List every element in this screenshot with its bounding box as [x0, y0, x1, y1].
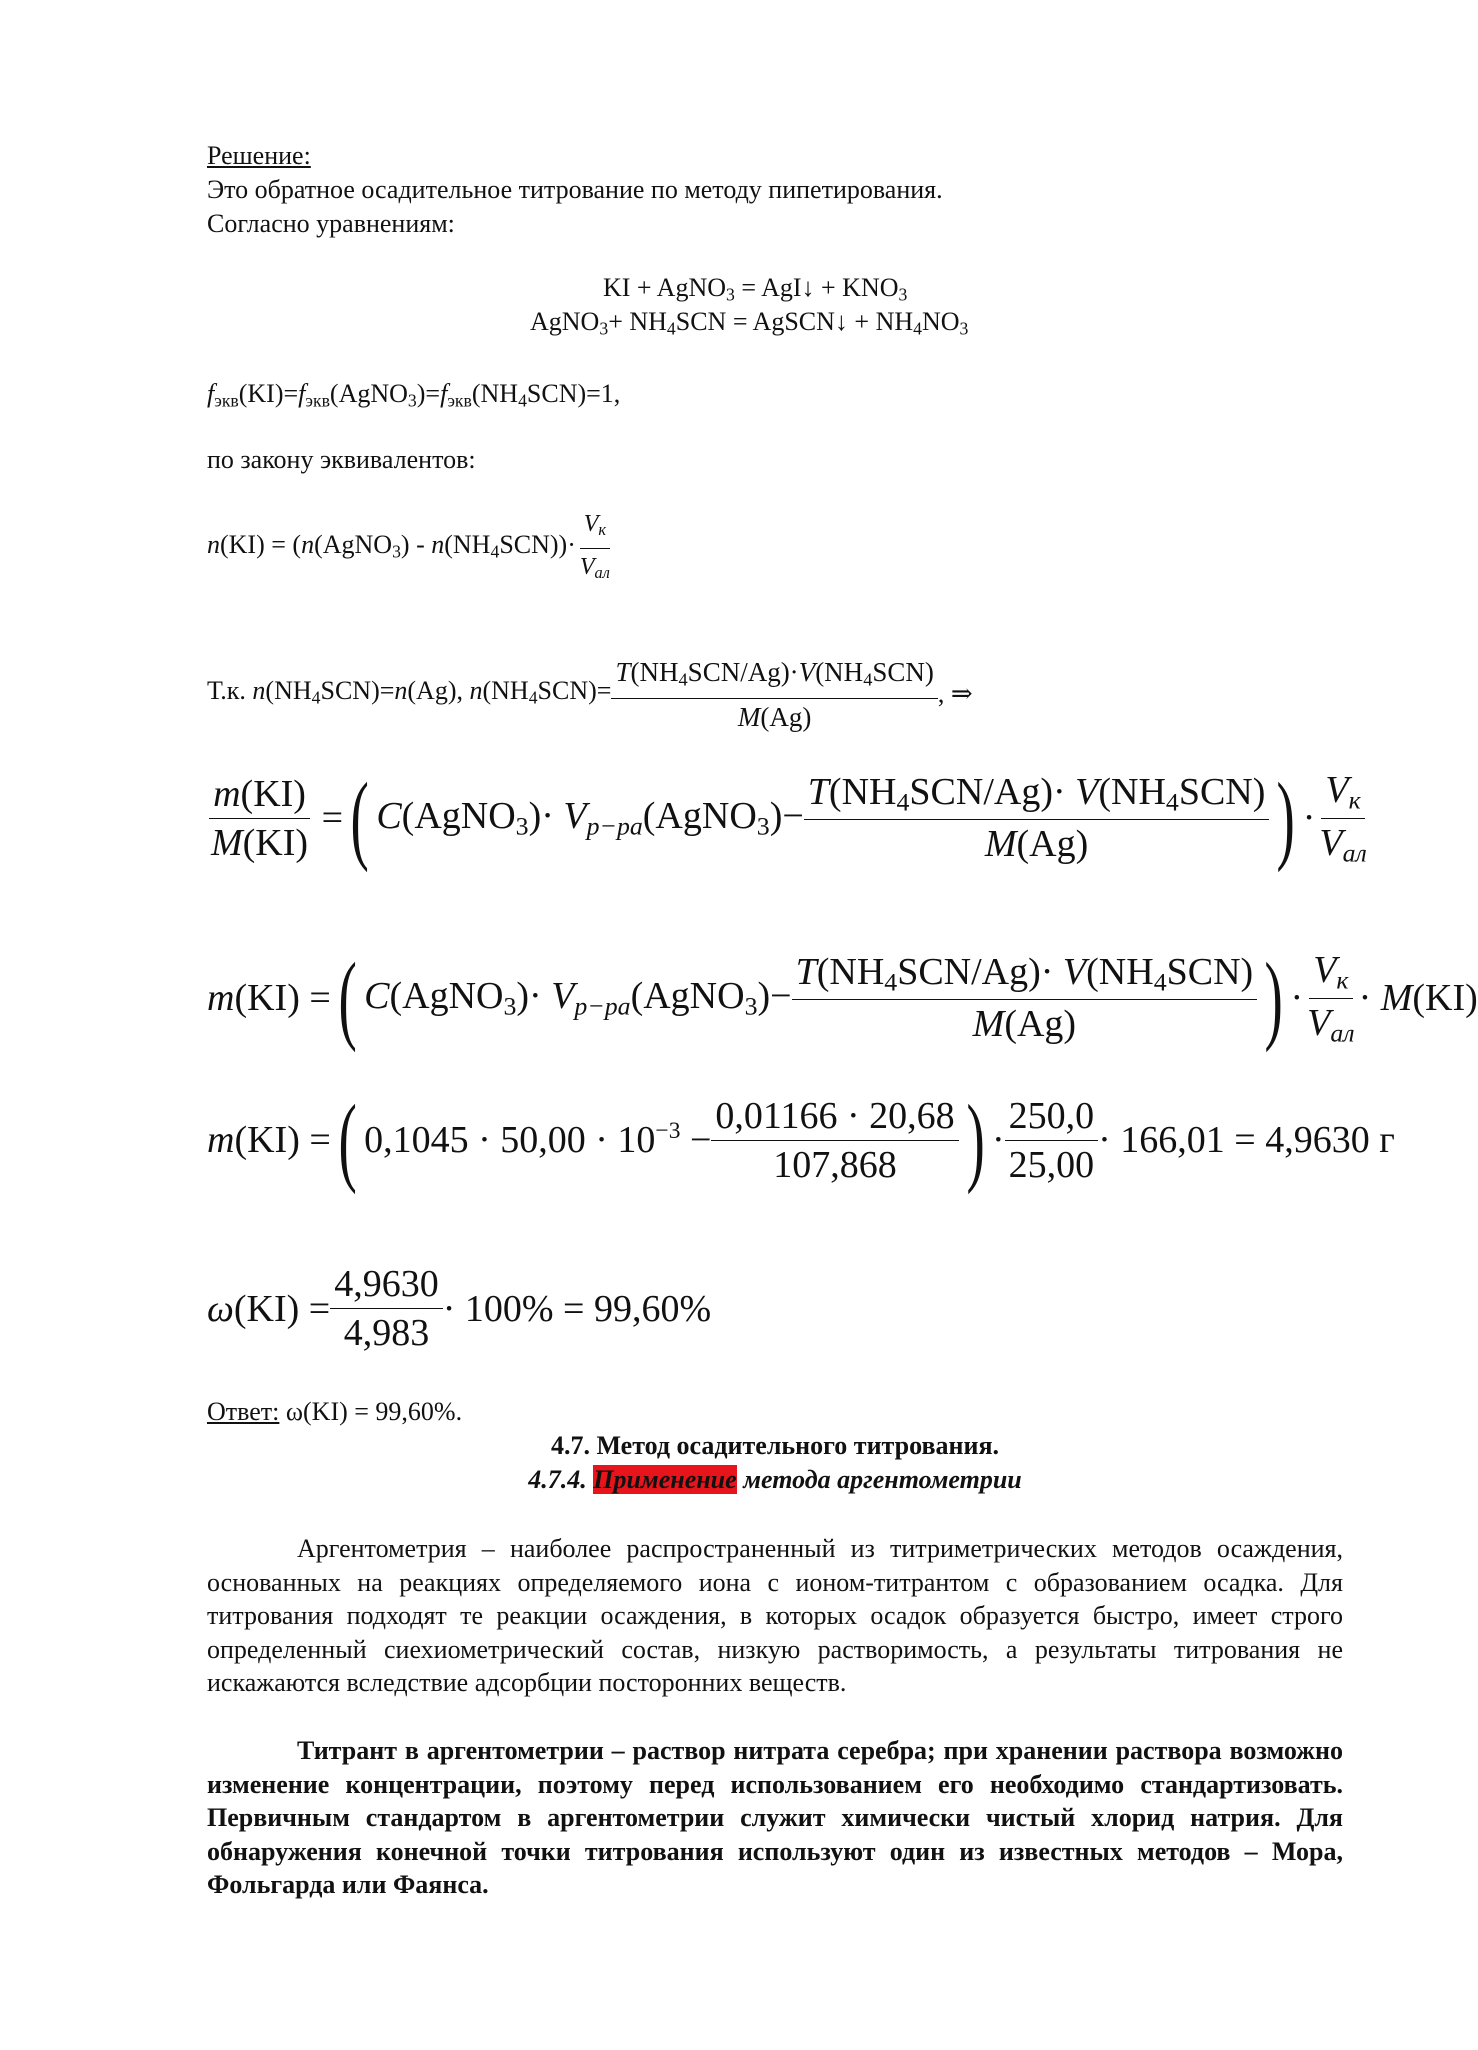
paragraph-argentometry-intro: Аргентометрия – наиболее распространенный из титриметрических методов осаждения, основанных на реакциях определяемого иона с ионом-титрантом с образованием осадка. Для титрования подходят те реакции осаждения, в которых осадок образуется быстро, имеет строго определенный сиехиометрический состав, низкую растворимость, а результаты титрования не искажаются вследствие адсорбции посторонних веществ. [207, 1534, 1343, 1698]
mass-ki-calculation: m(KI) = ( $0,1045 \cdot 50,00 \cdot 10^{-3}$ − $\frac{0,01166 \cdot 20,68}{107,868}$ ) · $\frac{250,0}{25,00}$ · 166,01 = 4,9630 г [207, 1084, 1395, 1195]
mass-ki-formula: m(KI) = ( C(AgNO$_3$)· $V_{p-pa}(AgNO_3)-$ $\frac{T(NH_4SCN/Ag)\cdot V(NH_4SCN)}{M(Ag)}$ ) · $\frac{V_к}{V_{ал}}$ · M(KI) [207, 942, 1478, 1053]
highlighted-word: Применение [593, 1465, 737, 1494]
equivalence-law-text: по закону эквивалентов: [207, 445, 476, 474]
reaction-equation-1: KI + AgNO$_3$ = AgI↓ + $KNO_3$ [603, 273, 908, 305]
paragraph-titrant: Титрант в аргентометрии – раствор нитрата серебра; при хранении раствора возможно изменение концентрации, поэтому перед использованием его необходимо стандартизовать. Первичным стандартом в аргентометрии служит химически чистый хлорид натрия. Для обнаружения конечной точки титрования используют один из известных методов – Мора, Фольгарда или Фаянса. [207, 1736, 1343, 1900]
intro-line-2: Согласно уравнениям: [207, 209, 455, 238]
equivalence-factors: $f_{экв}(KI)=f_{экв}(AgNO_3)=f_{экв}(NH_4SCN)=1$, [207, 379, 621, 411]
tk-relation: Т.к. $n(NH_4SCN)=n(Ag)$, $n(NH_4SCN)=$ $\frac{T(NH_4SCN/Ag)\cdot V(NH_4SCN)}{M(Ag)}$ , ⇒ [207, 657, 973, 732]
solution-heading: Решение: [207, 141, 311, 170]
answer-text: ω(KI) = 99,60%. [279, 1397, 463, 1426]
reaction-equation-2: AgNO$_3$+ $NH_4SCN$ = AgSCN↓ + $NH_4NO_3$ [530, 307, 969, 339]
mass-ratio-formula: $\frac{m(KI)}{M(KI)}$ = ( C(AgNO$_3$)· $V_{p-pa}(AgNO_3)-$ $\frac{T(NH_4SCN/Ag)\cdot V(NH_4SCN)}{M(Ag)}$ ) · $\frac{V_к}{V_{ал}}$ [211, 762, 1367, 873]
mass-fraction-calculation: ω(KI) = $\frac{4,9630}{4,983}$ · 100% = 99,60% [207, 1263, 712, 1354]
moles-ki-formula: n(KI) = (n(AgNO$_3$) - $n(NH_4SCN))\cdot$ $\frac{V_к}{V_{ал}}$ [207, 508, 614, 589]
answer-label: Ответ: [207, 1397, 280, 1426]
answer-line [207, 1396, 462, 1428]
intro-line-1: Это обратное осадительное титрование по методу пипетирования. [207, 175, 943, 204]
subsection-title: 4.7.4. Применение метода аргентометрии [528, 1465, 1022, 1494]
section-title: 4.7. Метод осадительного титрования. [550, 1431, 1000, 1460]
